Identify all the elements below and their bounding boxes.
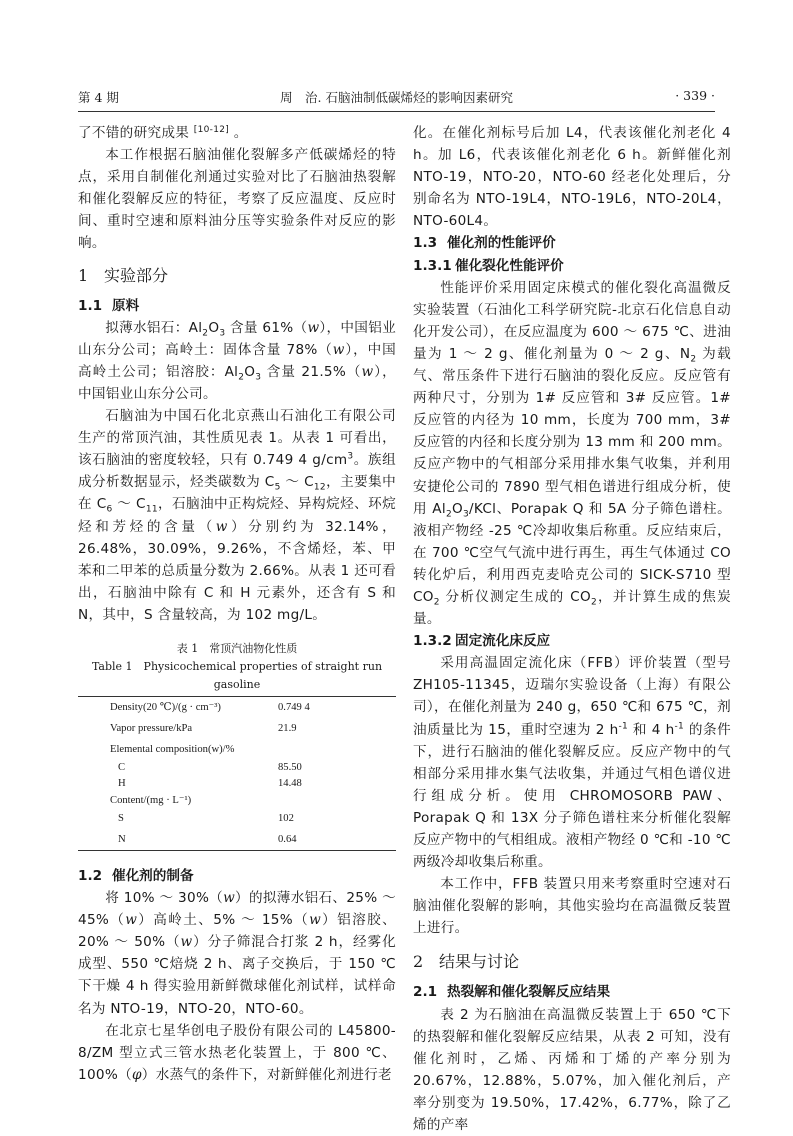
- section-number: 2.1: [413, 984, 438, 1001]
- subsection-heading-2-1: [413, 981, 731, 1003]
- text: 了不错的研究成果: [78, 125, 190, 141]
- paragraph-aging: 在北京七星华创电子股份有限公司的 L45800-8/ZM 型立式三管水热老化装置上，于 800 ℃、100%（φ）水蒸气的条件下，对新鲜催化剂进行老: [78, 1022, 396, 1083]
- table-cell-value: [278, 739, 396, 760]
- section-number: 1.2: [78, 867, 103, 884]
- section-number: 2: [413, 952, 424, 972]
- table-cell-value: 21.9: [278, 722, 297, 734]
- paragraph-naphtha: 石脑油为中国石化北京燕山石油化工有限公司生产的常顶汽油，其性质见表 1。从表 1 可看出，该石脑油的密度较轻，只有 0.749 4 $g/cm^3$。族组成分析数据显示，烃类碳数为 $C_5$ ～ $C_{12}$，主要集中在 $C_6$ ～ $C_{11}$，石脑油中正构烷烃、异构烷烃、环烷烃和芳烃的含量（w）分别约为 32.14%，26.48%，30.09%，9.26%，不含烯烃，苯、甲苯和二甲苯的总质量分数为 2.66%。从表 1 还可看出，石脑油中除有 C 和 H 元素外，还含有 S 和 N，其中，S 含量较高，为 102 mg/L。: [78, 408, 397, 623]
- table-row: [78, 776, 396, 792]
- table-cell-key: N: [118, 833, 126, 845]
- section-heading-2: [413, 951, 731, 973]
- section-number: 1.3.1: [413, 257, 452, 274]
- properties-table: [78, 696, 396, 851]
- section-number: 1: [78, 265, 89, 285]
- section-title: 催化剂的制备: [112, 867, 194, 884]
- table-row: [78, 739, 396, 760]
- table-cell-value: [278, 792, 396, 808]
- table-row: [78, 808, 396, 829]
- running-title: 周 治. 石脑油制低碳烯烃的影响因素研究: [280, 90, 513, 105]
- section-number: 1.1: [78, 297, 103, 314]
- page-number: · 339 ·: [675, 88, 715, 103]
- table-caption-zh: 表 1 常顶汽油物化性质: [176, 641, 298, 655]
- subsection-heading-1-3-2: [413, 630, 731, 652]
- table-cell-key: Density(20 ℃)/(g · cm⁻³): [110, 702, 221, 714]
- table-cell-value: 0.64: [278, 833, 297, 845]
- table-cell-key: Content/(mg · L⁻¹): [110, 794, 192, 806]
- table-row: [78, 718, 396, 739]
- table-cell-key: Elemental composition(w)/%: [110, 743, 235, 755]
- table-cell-value: 102: [278, 812, 294, 824]
- section-number: 1.3: [413, 235, 438, 252]
- table-cell-key: C: [118, 762, 126, 774]
- table-cell-value: 14.48: [278, 778, 302, 790]
- table-row: [78, 792, 396, 808]
- left-column: [78, 122, 396, 1086]
- section-title: 原料: [112, 297, 140, 314]
- paragraph-intro-end: [78, 122, 396, 144]
- paragraph-objective: 本工作根据石脑油催化裂解多产低碳烯烃的特点，采用自制催化剂通过实验对比了石脑油热裂解和催化裂解反应的特征，考察了反应温度、反应时间、重时空速和原料油分压等实验条件对反应的影响。: [78, 147, 396, 252]
- section-heading-1: [78, 265, 396, 287]
- paragraph-microreactor: 性能评价采用固定床模式的催化裂化高温微反实验装置（石油化工科学研究院-北京石化信息自动化开发公司），在反应温度为 600 ～ 675 ℃、进油量为 1 ～ 2 g、催化剂量为 0 ～ 2 g、$N_2$ 为载气、常压条件下进行石脑油的裂化反应。反应管有两种尺寸，分别为 1# 反应管和 3# 反应管。1# 反应管的内径为 10 mm，长度为 700 mm，3# 反应管的内径和长度分别为 13 mm 和 200 mm。反应产物中的气相部分采用排水集气收集，并利用安捷伦公司的 7890 型气相色谱进行组成分析，使用 $Al_2O_3$/KCl、Porapak Q 和 5A 分子筛色谱柱。液相产物经 -25 ℃冷却收集后称重。反应结束后，在 700 ℃空气气流中进行再生，再生气体通过 CO 转化炉后，利用西克麦哈克公司的 SICK-S710 型 $CO_2$ 分析仪测定生成的 $CO_2$，并计算生成的焦炭量。: [413, 279, 731, 628]
- paragraph-ffb: 采用高温固定流化床（FFB）评价装置（型号 ZH105-11345，迈瑞尔实验设备（上海）有限公司），在催化剂量为 240 g，650 ℃和 675 ℃，剂油质量比为 15，重时空速为 2 $h^{-1}$ 和 4 $h^{-1}$ 的条件下，进行石脑油的催化裂解反应。反应产物中的气相部分采用排水集气法收集，并通过气相色谱仪进行组成分析。使用 CHROMOSORB PAW、Porapak Q 和 13X 分子筛色谱柱来分析催化裂解反应产物中的气相组成。液相产物经 0 ℃和 -10 ℃两级冷却收集后称重。: [413, 655, 731, 871]
- text: 。: [233, 125, 248, 141]
- table-row: [78, 760, 396, 776]
- section-number: 1.3.2: [413, 633, 452, 650]
- header-rule: [78, 111, 715, 112]
- section-title: 催化剂的性能评价: [447, 235, 556, 252]
- paragraph-materials: 拟薄水铝石：$Al_2O_3$ 含量 61%（w），中国铝业山东分公司；高岭土：固体含量 78%（w），中国高岭土公司；铝溶胶：$Al_2O_3$ 含量 21.5%（w），中国铝业山东分公司。: [78, 319, 396, 402]
- table-cell-key: Vapor pressure/kPa: [110, 722, 193, 734]
- running-header: [78, 88, 715, 110]
- table-row: [78, 696, 396, 718]
- subsection-heading-1-3-1: [413, 255, 731, 277]
- paragraph-ffb-scope: 本工作中，FFB 装置只用来考察重时空速对石脑油催化裂解的影响，其他实验均在高温微反装置上进行。: [413, 876, 731, 937]
- table-cell-key: S: [118, 812, 124, 824]
- right-column: [413, 122, 731, 1136]
- section-title: 催化裂化性能评价: [455, 257, 564, 274]
- section-title: 固定流化床反应: [455, 633, 551, 650]
- paragraph-aging-cont: 化。在催化剂标号后加 L4，代表该催化剂老化 4 h。加 L6，代表该催化剂老化 6 h。新鲜催化剂 NTO-19，NTO-20，NTO-60 经老化处理后，分别命名为 NTO-19L4，NTO-19L6，NTO-20L4，NTO-60L4。: [413, 125, 731, 230]
- section-title: 热裂解和催化裂解反应结果: [447, 984, 611, 1001]
- table-cell-value: 85.50: [278, 762, 302, 774]
- subsection-heading-1-2: [78, 865, 396, 887]
- section-title: 结果与讨论: [439, 952, 520, 972]
- table-cell-value: 0.749 4: [278, 701, 310, 713]
- paragraph-results: 表 2 为石脑油在高温微反装置上于 650 ℃下的热裂解和催化裂解反应结果，从表 2 可知，没有催化剂时，乙烯、丙烯和丁烯的产率分别为 20.67%，12.88%，5.07%，加入催化剂后，产率分别变为 19.50%，17.42%，6.77%，除了乙烯的产率: [413, 1006, 731, 1134]
- subsection-heading-1-1: [78, 295, 396, 317]
- section-title: 实验部分: [104, 265, 169, 285]
- issue-number: 第 4 期: [78, 90, 119, 105]
- citation-ref[interactable]: [10-12]: [193, 125, 230, 135]
- table-row: [78, 829, 396, 851]
- table-cell-key: H: [118, 778, 126, 790]
- table-caption-en: Table 1 Physicochemical properties of straight run gasoline: [91, 659, 383, 691]
- subsection-heading-1-3: [413, 232, 731, 254]
- paragraph-catalyst-prep: 将 10% ～ 30%（w）的拟薄水铝石、25% ～ 45%（w）高岭土、5% ～ 15%（w）铝溶胶、20% ～ 50%（w）分子筛混合打浆 2 h，经雾化成型、550 ℃焙烧 2 h、离子交换后，于 150 ℃下干燥 4 h 得实验用新鲜微球催化剂试样，试样命名为 NTO-19，NTO-20，NTO-60。: [78, 890, 397, 1017]
